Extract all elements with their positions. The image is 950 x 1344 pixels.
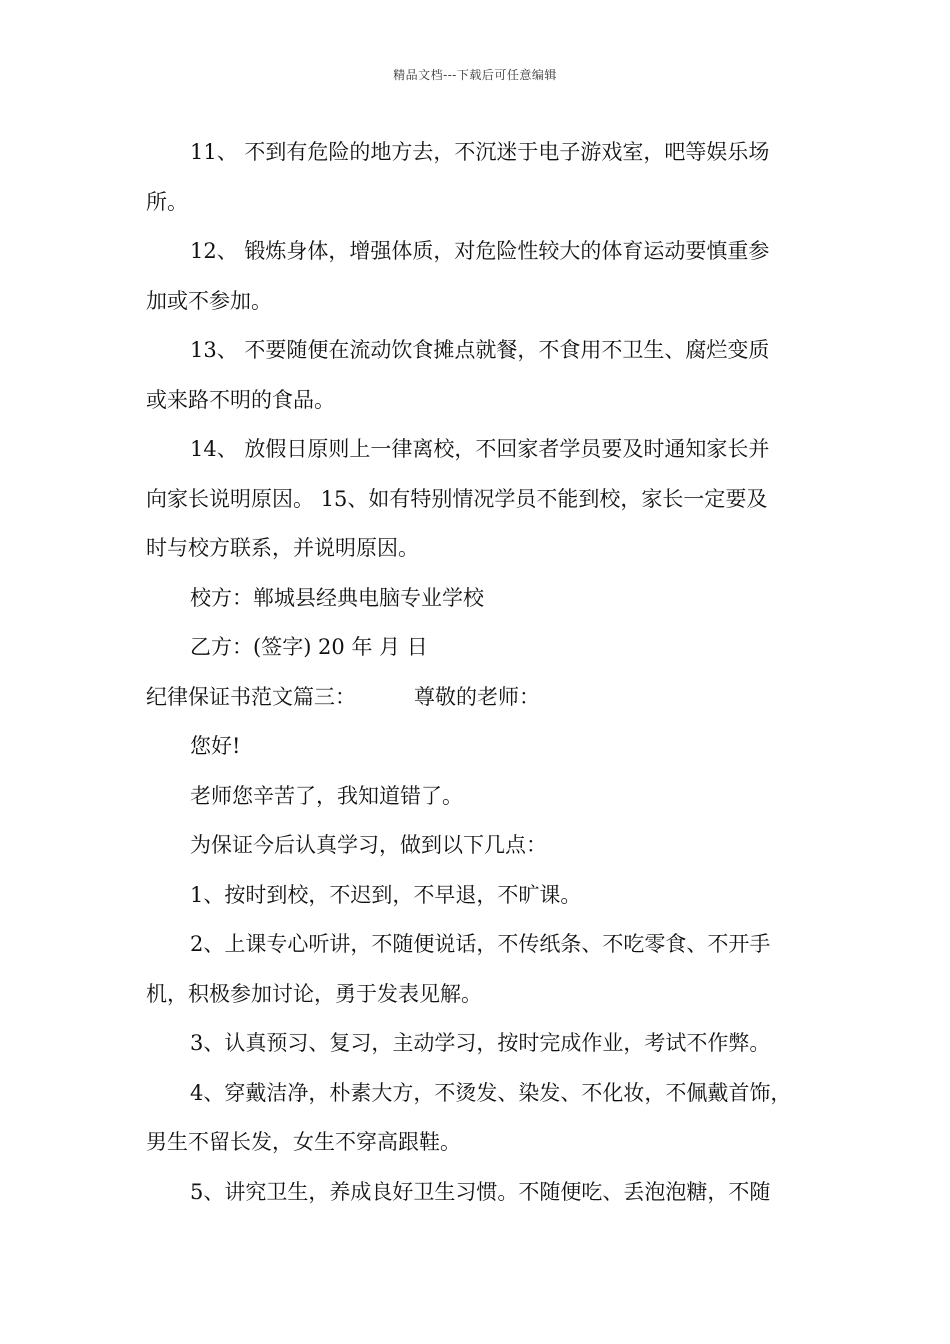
document-body [146, 128, 836, 1217]
signature-line: 乙方：(签字) 20 年 月 日 [190, 635, 428, 659]
paragraph-line: 时与校方联系，并说明原因。 [146, 536, 419, 560]
list-item: 1、按时到校，不迟到，不早退，不旷课。 [190, 882, 582, 907]
list-item: 3、认真预习、复习，主动学习，按时完成作业，考试不作弊。 [190, 1031, 771, 1055]
page-header: 精品文档---下载后可任意编辑 [393, 68, 557, 82]
greeting-line: 您好! [190, 734, 241, 758]
paragraph-line: 13、 不要随便在流动饮食摊点就餐，不食用不卫生、腐烂变质 [190, 338, 770, 362]
list-item: 5、讲究卫生，养成良好卫生习惯。不随便吃、丢泡泡糖，不随 [190, 1179, 771, 1204]
school-party-line: 校方：郸城县经典电脑专业学校 [190, 585, 484, 610]
salutation: 尊敬的老师： [414, 684, 540, 709]
paragraph-line: 14、 放假日原则上一律离校，不回家者学员要及时通知家长并 [190, 437, 770, 461]
paragraph-line: 所。 [146, 189, 188, 214]
list-item-continued: 机，积极参加讨论，勇于发表见解。 [146, 981, 482, 1006]
section-heading-line [146, 673, 836, 723]
section-title: 纪律保证书范文篇三： [146, 684, 356, 709]
paragraph-line: 11、 不到有危险的地方去，不沉迷于电子游戏室，吧等娱乐场 [190, 140, 770, 164]
paragraph-line: 加或不参加。 [146, 288, 272, 313]
list-item: 2、上课专心听讲，不随便说话，不传纸条、不吃零食、不开手 [190, 932, 771, 956]
list-item: 4、穿戴洁净，朴素大方，不烫发、染发、不化妆，不佩戴首饰， [190, 1080, 792, 1105]
paragraph-line: 12、 锻炼身体，增强体质，对危险性较大的体育运动要慎重参 [190, 239, 770, 263]
paragraph-line: 为保证今后认真学习，做到以下几点： [190, 833, 547, 857]
paragraph-line: 向家长说明原因。 15、如有特别情况学员不能到校，家长一定要及 [146, 486, 768, 511]
paragraph-line: 老师您辛苦了，我知道错了。 [190, 783, 463, 808]
paragraph-line: 或来路不明的食品。 [146, 387, 335, 412]
list-item-continued: 男生不留长发，女生不穿高跟鞋。 [146, 1130, 461, 1154]
